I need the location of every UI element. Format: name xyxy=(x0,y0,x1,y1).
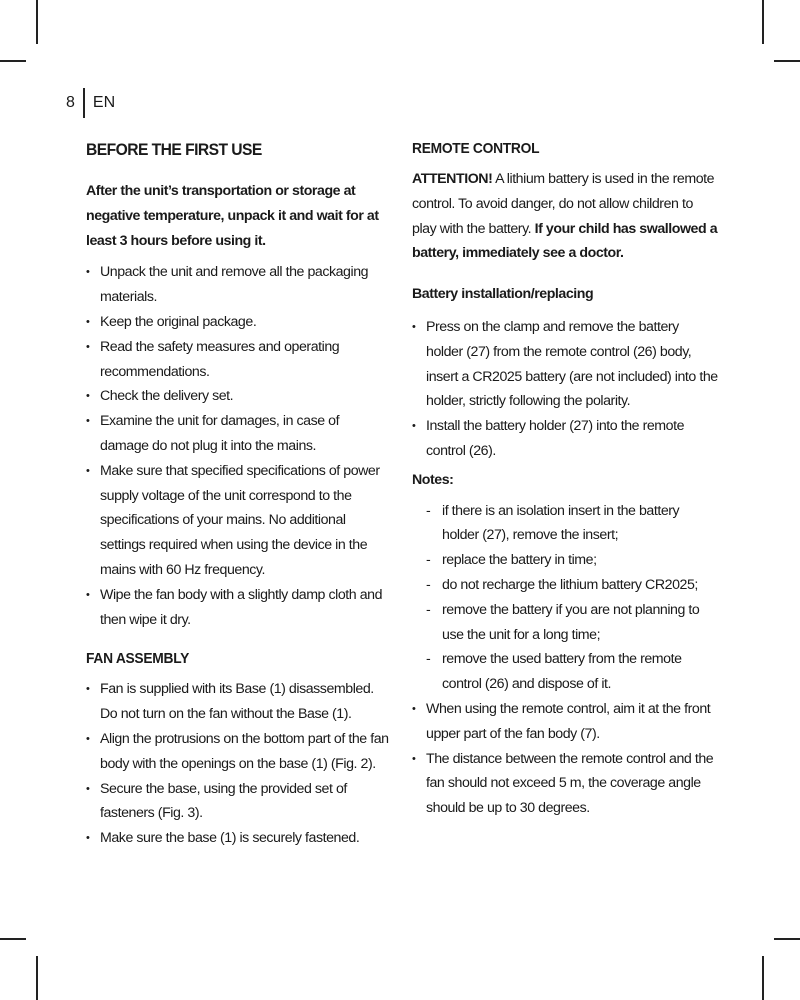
section-title-fan-assembly: FAN ASSEMBLY xyxy=(86,650,190,668)
right-column xyxy=(412,140,718,821)
crop-mark-top-left-h xyxy=(0,60,26,62)
battery-list xyxy=(412,315,718,464)
list-item: • Keep the original package. xyxy=(86,310,390,335)
list-item: • Fan is supplied with its Base (1) disassembled. Do not turn on the fan without the Base (1). xyxy=(86,677,390,727)
header-divider xyxy=(83,88,85,118)
list-item: • Wipe the fan body with a slightly damp cloth and then wipe it dry. xyxy=(86,583,390,633)
left-column xyxy=(86,140,390,851)
list-item: • When using the remote control, aim it at the front upper part of the fan body (7). xyxy=(412,697,718,747)
list-item: • Examine the unit for damages, in case of damage do not plug it into the mains. xyxy=(86,409,390,459)
list-item: • Make sure that specified specifications of power supply voltage of the unit correspond to the specifications of your mains. No additional settings required when using the device in the mains with 60 Hz frequency. xyxy=(86,459,390,583)
crop-mark-bottom-right-h xyxy=(774,938,800,940)
list-item: • Press on the clamp and remove the battery holder (27) from the remote control (26) body, insert a CR2025 battery (are not included) into the holder, strictly following the polarity. xyxy=(412,315,718,414)
crop-mark-top-right-h xyxy=(774,60,800,62)
crop-mark-top-left xyxy=(36,0,38,44)
page-number: 8 xyxy=(66,94,75,111)
list-item: • Install the battery holder (27) into the remote control (26). xyxy=(412,414,718,464)
crop-mark-top-right xyxy=(762,0,764,44)
list-item: • Align the protrusions on the bottom part of the fan body with the openings on the base (1) (Fig. 2). xyxy=(86,727,390,777)
note-item: - replace the battery in time; xyxy=(426,548,718,573)
note-item: - remove the battery if you are not planning to use the unit for a long time; xyxy=(426,598,718,648)
section-title-remote-control: REMOTE CONTROL xyxy=(412,140,540,157)
intro-paragraph: After the unit’s transportation or storage at negative temperature, unpack it and wait for at least 3 hours before using it. xyxy=(86,183,379,249)
list-item: • Unpack the unit and remove all the packaging materials. xyxy=(86,260,390,310)
list-item: • Secure the base, using the provided set of fasteners (Fig. 3). xyxy=(86,777,390,827)
battery-subtitle: Battery installation/replacing xyxy=(412,286,594,303)
crop-mark-bottom-right xyxy=(762,956,764,1000)
section-title-before-first-use: BEFORE THE FIRST USE xyxy=(86,140,262,159)
list-item: • Make sure the base (1) is securely fastened. xyxy=(86,826,390,851)
remote-usage-list xyxy=(412,697,718,821)
note-item: - if there is an isolation insert in the battery holder (27), remove the insert; xyxy=(426,499,718,549)
list-item: • Check the delivery set. xyxy=(86,384,390,409)
notes-title: Notes: xyxy=(412,471,454,488)
language-code: EN xyxy=(92,94,116,111)
list-item: • Read the safety measures and operating recommendations. xyxy=(86,335,390,385)
attention-text: A lithium battery is used in the remote control. To avoid danger, do not allow children to play with the battery. xyxy=(412,171,715,237)
note-item: - remove the used battery from the remote control (26) and dispose of it. xyxy=(426,647,718,697)
attention-paragraph xyxy=(412,167,718,266)
notes-list xyxy=(412,499,718,697)
note-item: - do not recharge the lithium battery CR2025; xyxy=(426,573,718,598)
attention-label: ATTENTION! xyxy=(412,171,493,187)
page-header xyxy=(66,88,115,118)
attention-warning: If your child has swallowed a battery, immediately see a doctor. xyxy=(412,220,718,262)
crop-mark-bottom-left-h xyxy=(0,938,26,940)
crop-mark-bottom-left xyxy=(36,956,38,1000)
list-item: • The distance between the remote control and the fan should not exceed 5 m, the coverage angle should be up to 30 degrees. xyxy=(412,747,718,821)
fan-assembly-list xyxy=(86,677,390,851)
first-use-list xyxy=(86,260,390,632)
